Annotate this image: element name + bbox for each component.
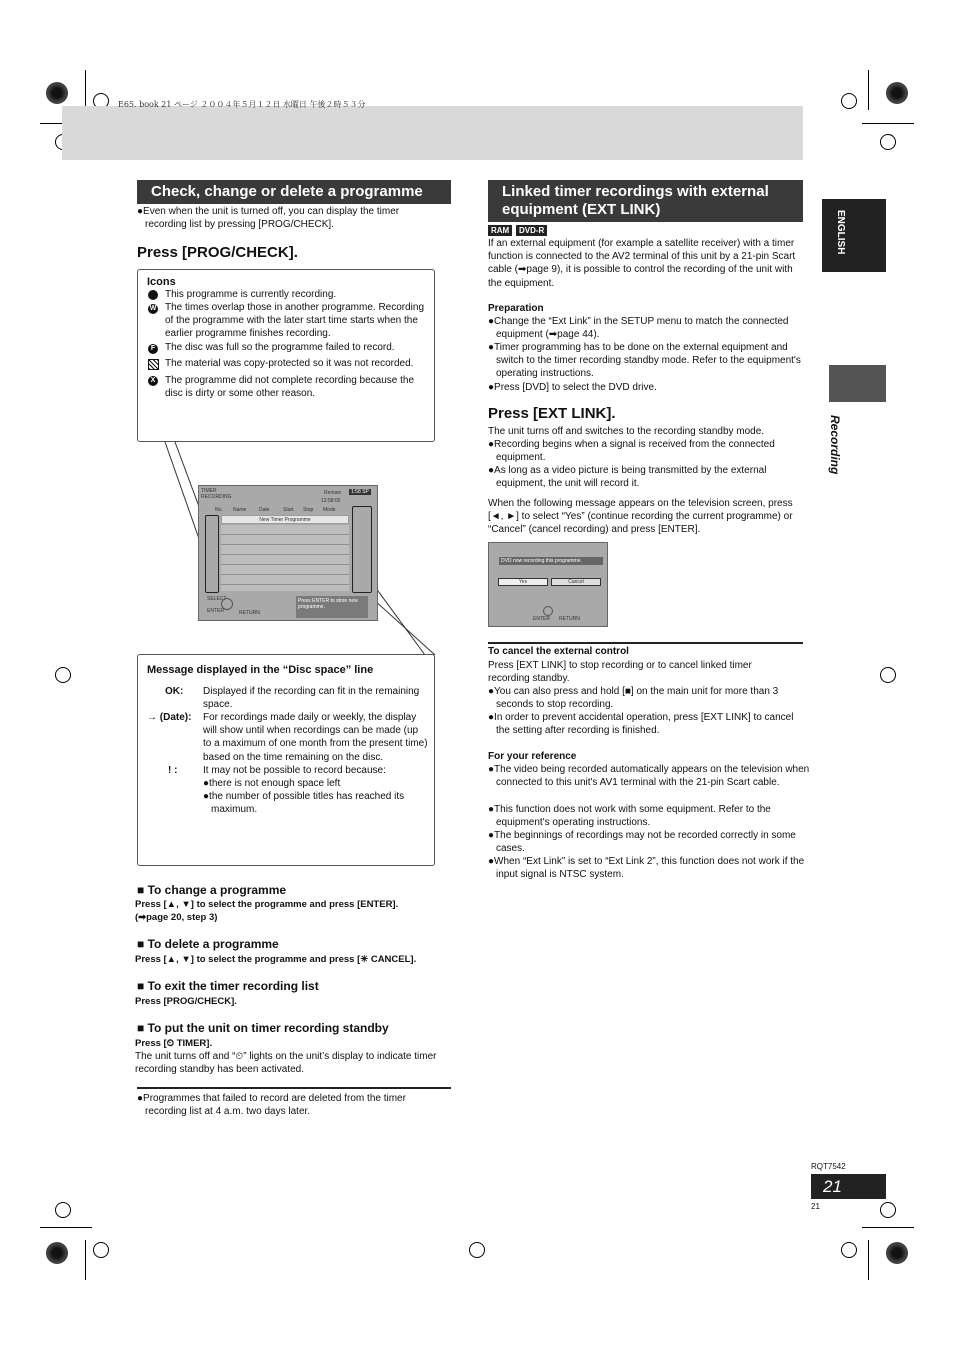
col-header: Name bbox=[233, 507, 247, 513]
col-header: Mode bbox=[323, 507, 336, 513]
cancel-heading: To cancel the external control bbox=[488, 646, 629, 657]
ref-bullet: ●This function does not work with some equipment. Refer to the equipment's operating instructions. bbox=[488, 804, 771, 829]
print-registration-mark bbox=[886, 82, 908, 104]
print-registration-mark bbox=[46, 82, 68, 104]
ext-link-dialog-screen bbox=[488, 542, 608, 627]
prep-item: ●Change the “Ext Link” in the SETUP menu to match the connected equipment (➡page 44). bbox=[488, 316, 789, 341]
section-title-text: Check, change or delete a programme bbox=[151, 183, 423, 200]
press-ext-bullet: ●As long as a video picture is being transmitted by the external equipment, the unit will record it. bbox=[488, 465, 767, 490]
disc-bullet: ●the number of possible titles has reached its maximum. bbox=[203, 791, 405, 816]
press-ext-bullet: ●Recording begins when a signal is received from the connected equipment. bbox=[488, 439, 775, 464]
crop-line bbox=[85, 70, 86, 110]
timer-recording-screen bbox=[198, 485, 378, 621]
icon-desc: This programme is currently recording. bbox=[165, 289, 337, 300]
crosshair-mark bbox=[93, 1242, 109, 1258]
crop-line bbox=[40, 1227, 92, 1228]
divider bbox=[488, 642, 803, 644]
dialog-enter: ENTER bbox=[533, 616, 550, 622]
print-header-line: E65. book 21 ページ ２００４年５月１２日 水曜日 午後２時５３分 bbox=[118, 100, 366, 109]
page-number: 21 bbox=[823, 1177, 842, 1196]
overlap-w-icon: W bbox=[149, 305, 157, 312]
crop-line bbox=[868, 1240, 869, 1280]
recording-dot-icon bbox=[148, 290, 158, 300]
page-number-box bbox=[811, 1174, 886, 1199]
dvd-r-tag: DVD-R bbox=[516, 225, 547, 236]
screen-title: TIMER bbox=[201, 488, 217, 494]
col-header: Date bbox=[259, 507, 270, 513]
press-ext-text: The unit turns off and switches to the recording standby mode. bbox=[488, 426, 765, 437]
disc-space-heading: Message displayed in the “Disc space” line bbox=[147, 664, 374, 676]
exit-heading: ■ To exit the timer recording list bbox=[137, 979, 319, 993]
crosshair-mark bbox=[469, 1242, 485, 1258]
disc-desc: It may not be possible to record because: bbox=[203, 765, 386, 776]
delete-heading: ■ To delete a programme bbox=[137, 937, 279, 951]
crop-line bbox=[868, 70, 869, 110]
icon-desc: The programme did not complete recording because the disc is dirty or some other reason. bbox=[165, 375, 415, 400]
exit-line: Press [PROG/CHECK]. bbox=[135, 996, 237, 1007]
section-tab bbox=[829, 365, 886, 402]
footer-enter: ENTER bbox=[207, 608, 224, 614]
disc-desc: Displayed if the recording can fit in the remaining space. bbox=[203, 686, 420, 711]
ext-intro: If an external equipment (for example a satellite receiver) with a timer function is connected to the AV2 terminal of this unit by a 21-pin Scart cable (➡page 9), it is possible to control the recording of the unit with the equipment. bbox=[488, 238, 796, 289]
footer-select: SELECT bbox=[207, 596, 227, 602]
cancel-text: Press [EXT LINK] to stop recording or to cancel linked timer recording standby. bbox=[488, 660, 752, 685]
remain-label: Remain bbox=[324, 490, 342, 496]
cancel-button[interactable]: Cancel bbox=[551, 578, 601, 586]
message-text: When the following message appears on the television screen, press [◄, ►] to select “Yes” (continue recording the current programme) or “Cancel” (cancel recording) and press [ENTER]. bbox=[488, 498, 793, 536]
standby-line: Press [⏲ TIMER]. bbox=[135, 1038, 213, 1049]
icon-desc: The times overlap those in another programme. Recording of the programme with the later start time starts when the earlier programme finishes recording. bbox=[165, 302, 425, 340]
prep-item: ●Press [DVD] to select the DVD drive. bbox=[488, 382, 657, 393]
model-number: RQT7542 bbox=[811, 1162, 846, 1171]
error-x-icon: X bbox=[148, 376, 158, 386]
section-title-check-change-delete bbox=[137, 180, 451, 204]
failed-note: ●Programmes that failed to record are deleted from the timer recording list at 4 a.m. two days later. bbox=[137, 1093, 406, 1118]
ram-tag: RAM bbox=[488, 225, 512, 236]
crosshair-mark bbox=[841, 93, 857, 109]
small-page-number: 21 bbox=[811, 1202, 820, 1211]
screen-clock: 12:58:00 bbox=[321, 498, 341, 504]
ref-heading: For your reference bbox=[488, 751, 577, 762]
delete-line: Press [▲, ▼] to select the programme and press [✳ CANCEL]. bbox=[135, 954, 417, 965]
change-heading: ■ To change a programme bbox=[137, 883, 287, 897]
dpad-icon bbox=[221, 598, 233, 610]
crosshair-mark bbox=[55, 667, 71, 683]
row-number-column bbox=[205, 515, 219, 593]
disc-space-column bbox=[352, 506, 372, 593]
standby-desc: The unit turns off and “⏲” lights on the unit’s display to indicate timer recording standby has been activated. bbox=[135, 1051, 437, 1076]
section-tab-label: Recording bbox=[828, 415, 842, 475]
new-timer-label: New Timer Programme bbox=[259, 517, 311, 523]
ref-bullet: ●The beginnings of recordings may not be recorded correctly in some cases. bbox=[488, 830, 796, 855]
crosshair-mark bbox=[841, 1242, 857, 1258]
section-title-ext-link bbox=[488, 180, 803, 222]
press-ext-link: Press [EXT LINK]. bbox=[488, 405, 616, 422]
print-registration-mark bbox=[886, 1242, 908, 1264]
disc-key-date: → (Date): bbox=[147, 712, 192, 723]
yes-button[interactable]: Yes bbox=[498, 578, 548, 586]
change-line: Press [▲, ▼] to select the programme and press [ENTER]. bbox=[135, 899, 399, 910]
crop-line bbox=[862, 123, 914, 124]
footer-message: Press ENTER to store new programme. bbox=[298, 598, 358, 610]
full-f-icon: F bbox=[148, 344, 158, 354]
crop-line bbox=[862, 1227, 914, 1228]
language-tab bbox=[822, 199, 886, 272]
ref-bullet: ●The video being recorded automatically appears on the television when connected to this unit's AV1 terminal with the 21-pin Scart cable. bbox=[488, 764, 810, 789]
icon-desc: The disc was full so the programme failed to record. bbox=[165, 342, 395, 353]
footer-message-box bbox=[296, 596, 368, 618]
crop-line bbox=[85, 1240, 86, 1280]
crosshair-mark bbox=[880, 134, 896, 150]
disc-bullet: ●there is not enough space left bbox=[203, 778, 341, 789]
footer-return: RETURN bbox=[239, 610, 260, 616]
press-prog-check: Press [PROG/CHECK]. bbox=[137, 244, 298, 261]
dialog-title: DVD now recording this programme. bbox=[499, 557, 603, 565]
print-registration-mark bbox=[46, 1242, 68, 1264]
standby-heading: ■ To put the unit on timer recording standby bbox=[137, 1021, 389, 1035]
intro-note: ●Even when the unit is turned off, you can display the timer recording list by pressing [PROG/CHECK]. bbox=[137, 206, 400, 231]
dpad-icon bbox=[543, 606, 553, 616]
cancel-bullet: ●You can also press and hold [■] on the main unit for more than 3 seconds to stop recording. bbox=[488, 686, 779, 711]
icons-heading: Icons bbox=[147, 276, 176, 288]
remain-value: 1:58 SP bbox=[351, 489, 369, 495]
copy-protected-icon bbox=[148, 359, 159, 370]
crosshair-mark bbox=[880, 1202, 896, 1218]
crosshair-mark bbox=[55, 1202, 71, 1218]
screen-title: RECORDING bbox=[201, 494, 232, 500]
header-band bbox=[62, 106, 803, 160]
change-ref: (➡page 20, step 3) bbox=[135, 912, 218, 923]
cancel-bullet: ●In order to prevent accidental operation, press [EXT LINK] to cancel the setting after recording is finished. bbox=[488, 712, 794, 737]
col-header: Start bbox=[283, 507, 294, 513]
col-header: Stop bbox=[303, 507, 314, 513]
disc-key-ok: OK: bbox=[165, 686, 184, 697]
prep-item: ●Timer programming has to be done on the external equipment and switch to the timer recording standby mode. Refer to the equipment's operating instructions. bbox=[488, 342, 801, 380]
section-title-text: Linked timer recordings with external equipment (EXT LINK) bbox=[502, 183, 769, 218]
icon-desc: The material was copy-protected so it was not recorded. bbox=[165, 358, 414, 369]
screen-table-grid bbox=[221, 525, 349, 591]
new-timer-row bbox=[221, 515, 349, 524]
divider bbox=[137, 1087, 451, 1089]
crosshair-mark bbox=[880, 667, 896, 683]
prep-heading: Preparation bbox=[488, 303, 544, 314]
language-tab-label: ENGLISH bbox=[835, 210, 846, 255]
disc-desc: For recordings made daily or weekly, the display will show until when recordings can be made (up to a maximum of one month from the present time) based on the time remaining on the disc. bbox=[203, 712, 428, 763]
disc-key-warning: ! : bbox=[168, 765, 178, 776]
dialog-return: RETURN bbox=[559, 616, 580, 622]
ref-bullet: ●When “Ext Link” is set to “Ext Link 2”, this function does not work if the input signal is NTSC system. bbox=[488, 856, 805, 881]
col-header: No. bbox=[215, 507, 223, 513]
